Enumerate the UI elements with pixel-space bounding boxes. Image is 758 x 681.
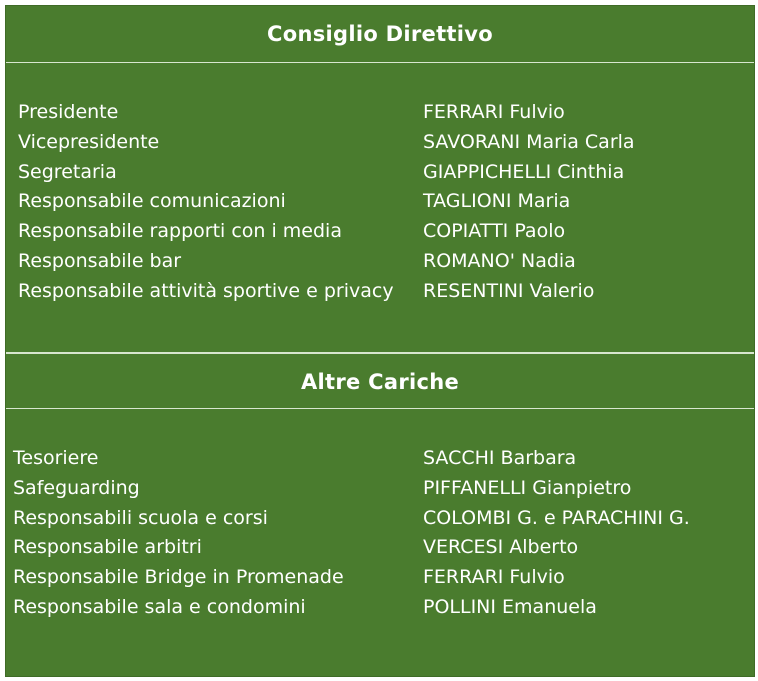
section-title-altre-cariche: Altre Cariche — [300, 370, 460, 394]
list-item — [6, 504, 754, 534]
role-label: Vicepresidente — [18, 130, 160, 153]
list-item — [6, 593, 754, 623]
role-label: Responsabile arbitri — [13, 536, 202, 559]
divider — [6, 62, 754, 63]
person-name: ROMANO' Nadia — [423, 249, 576, 272]
person-name: TAGLIONI Maria — [423, 190, 571, 213]
person-name: POLLINI Emanuela — [423, 595, 597, 618]
altre-cariche-list — [6, 444, 754, 623]
role-label: Responsabile attività sportive e privacy — [18, 279, 394, 302]
list-item — [6, 98, 754, 128]
person-name: GIAPPICHELLI Cinthia — [423, 160, 625, 183]
role-label: Segretaria — [18, 160, 117, 183]
divider — [6, 408, 754, 409]
list-item — [6, 533, 754, 563]
list-item — [6, 444, 754, 474]
list-item — [6, 247, 754, 277]
role-label: Responsabile Bridge in Promenade — [13, 566, 344, 589]
role-label: Presidente — [18, 101, 119, 123]
role-label: Responsabile rapporti con i media — [18, 220, 342, 243]
person-name: RESENTINI Valerio — [423, 279, 595, 302]
role-label: Responsabile sala e condomini — [13, 595, 306, 618]
list-item — [6, 187, 754, 217]
role-label: Safeguarding — [13, 476, 140, 499]
person-name: COLOMBI G. e PARACHINI G. — [423, 506, 690, 529]
list-item — [6, 277, 754, 307]
list-item — [6, 158, 754, 188]
role-label: Responsabile comunicazioni — [18, 190, 286, 213]
section-title-consiglio-direttivo: Consiglio Direttivo — [267, 22, 493, 46]
role-label: Responsabili scuola e corsi — [13, 506, 268, 529]
list-item — [6, 563, 754, 593]
role-label: Responsabile bar — [18, 249, 182, 272]
person-name: SAVORANI Maria Carla — [423, 130, 635, 153]
person-name: FERRARI Fulvio — [423, 101, 565, 123]
list-item — [6, 128, 754, 158]
person-name: SACCHI Barbara — [423, 447, 577, 469]
board-panel — [5, 5, 755, 677]
role-label: Tesoriere — [13, 447, 99, 469]
list-item — [6, 474, 754, 504]
list-item — [6, 217, 754, 247]
person-name: PIFFANELLI Gianpietro — [423, 476, 632, 499]
person-name: VERCESI Alberto — [423, 536, 579, 559]
consiglio-direttivo-list — [6, 98, 754, 307]
person-name: COPIATTI Paolo — [423, 220, 566, 243]
person-name: FERRARI Fulvio — [423, 566, 565, 589]
